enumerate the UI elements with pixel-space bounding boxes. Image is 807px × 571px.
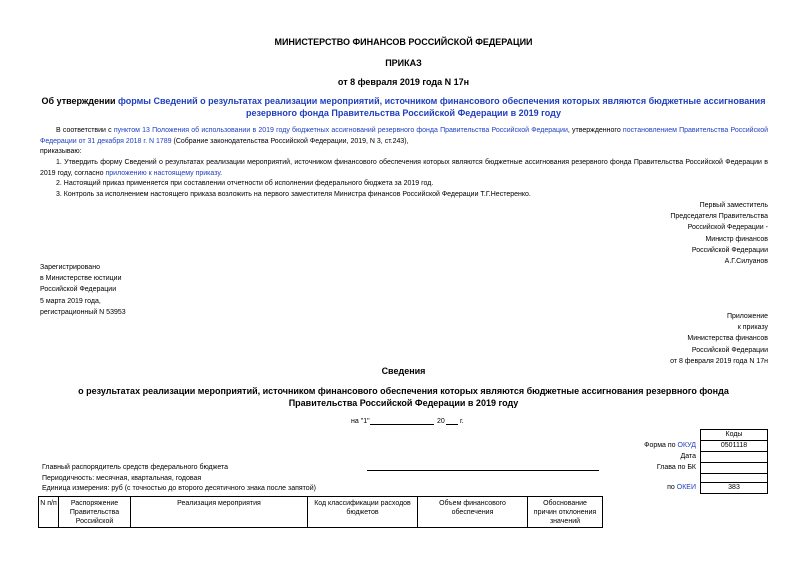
appendix-link[interactable]: приложению к настоящему приказу	[105, 170, 221, 177]
item-1-end: .	[220, 170, 223, 177]
header-line: Российской	[75, 518, 114, 525]
form-date-year-field[interactable]	[446, 424, 458, 425]
table-header-government-order	[58, 496, 131, 528]
resolution-link[interactable]: постановлением Правительства Российской Федерации от 31 декабря 2018 г. N 1789	[40, 127, 769, 145]
preamble-text-1: В соответствии с	[56, 127, 114, 134]
form-title: Сведения	[381, 366, 426, 376]
item-1	[40, 157, 768, 179]
signature-line: Российской Федерации	[691, 246, 768, 254]
order-title	[40, 95, 767, 119]
form-subtitle: о результатах реализации мероприятий, источником финансового обеспечения которых являются бюджетные ассигнования резервного фонда Правительства Российской Федерации в 2019 году	[78, 386, 729, 408]
appendix-line: Российской Федерации	[691, 346, 768, 354]
periodicity-label: Периодичность: месячная, квартальная, годовая	[42, 475, 202, 482]
item-1-text: 1. Утвердить форму Сведений о результатах реализации мероприятий, источником финансового обеспечения которых являются бюджетные ассигнования резервного фонда Правительства Российской Федерации в 2019 году, согласно	[40, 159, 768, 177]
appendix-line: к приказу	[737, 324, 768, 332]
registration-line: Российской Федерации	[40, 286, 117, 294]
table-header-deviation-reason	[527, 496, 603, 528]
okud-label	[644, 441, 696, 451]
header-line: Правительства	[69, 509, 120, 516]
registration-block	[40, 262, 126, 318]
unit-label: Единица измерения: руб (с точностью до второго десятичного знака после запятой)	[42, 485, 316, 492]
date-label: Дата	[680, 453, 696, 460]
order-title-prefix: Об утверждении	[41, 96, 119, 106]
order-word: приказываю:	[40, 148, 82, 155]
form-date-prefix: на "1"	[351, 418, 370, 425]
okud-value: 0501118	[700, 440, 768, 452]
header-line: причин отклонения	[533, 509, 597, 516]
okud-link[interactable]: ОКУД	[677, 442, 696, 449]
okei-value: 383	[700, 482, 768, 494]
table-header-number: N п/п	[38, 496, 59, 528]
appendix-block	[568, 311, 768, 367]
signature-line: А.Г.Силуанов	[724, 258, 768, 266]
table-header-financing-volume: Объем финансового обеспечения	[417, 496, 528, 528]
doc-type-heading: ПРИКАЗ	[385, 58, 422, 68]
table-header-classification-code	[307, 496, 418, 528]
appendix-line: Приложение	[726, 313, 768, 320]
codes-header: Коды	[700, 429, 768, 441]
preamble-text-3: (Собрание законодательства Российской Федерации, 2019, N 3, ст.243),	[171, 138, 409, 145]
signature-line: Председателя Правительства	[670, 213, 768, 221]
okei-label-text: по	[667, 484, 677, 491]
table-header-implementation: Реализация мероприятия	[130, 496, 308, 528]
okei-label	[667, 483, 696, 493]
bk-label: Глава по БК	[656, 464, 696, 471]
appendix-line: Министерства финансов	[687, 335, 768, 343]
order-date-number: от 8 февраля 2019 года N 17н	[337, 77, 470, 87]
preamble	[40, 125, 768, 147]
form-date-year-prefix: 20	[437, 418, 445, 425]
okud-label-text: Форма по	[644, 442, 678, 449]
registration-line: в Министерстве юстиции	[40, 275, 122, 283]
header-line: бюджетов	[346, 509, 379, 516]
item-2: 2. Настоящий приказ применяется при составлении отчетности об исполнении федерального бюджета за 2019 год.	[56, 180, 434, 187]
item-3: 3. Контроль за исполнением настоящего приказа возложить на первого заместителя Министра финансов Российской Федерации Т.Г.Нестеренко.	[56, 191, 531, 198]
form-date-day-field[interactable]	[370, 424, 434, 425]
registration-line: 5 марта 2019 года,	[40, 297, 101, 305]
order-title-link[interactable]: формы Сведений о результатах реализации мероприятий, источником финансового обеспечения которых являются бюджетные ассигнования резервного фонда Правительства Российской Федерации в 2019 году	[118, 96, 766, 118]
ministry-heading: МИНИСТЕРСТВО ФИНАНСОВ РОССИЙСКОЙ ФЕДЕРАЦИИ	[274, 37, 533, 47]
signature-line: Министр финансов	[705, 235, 768, 243]
registration-line: Зарегистрировано	[40, 264, 100, 271]
appendix-line: от 8 февраля 2019 года N 17н	[670, 357, 768, 365]
header-line: Обоснование	[543, 500, 587, 507]
main-admin-label: Главный распорядитель средств федерального бюджета	[42, 464, 229, 471]
signature-line: Российской Федерации -	[687, 224, 768, 232]
header-line: Код классификации расходов	[314, 500, 411, 507]
regulation-link[interactable]: пунктом 13 Положения об использовании в 2019 году бюджетных ассигнований резервного фонда Правительства Российской Федерации	[113, 127, 568, 134]
header-line: значений	[549, 518, 581, 525]
signature-line: Первый заместитель	[699, 202, 768, 209]
main-admin-field[interactable]	[367, 470, 599, 471]
form-date-suffix: г.	[460, 418, 464, 425]
signature-block	[568, 200, 768, 267]
registration-line: регистрационный N 53953	[40, 308, 126, 316]
preamble-text-2: , утвержденного	[567, 127, 623, 134]
okei-link[interactable]: ОКЕИ	[676, 484, 696, 491]
header-line: Распоряжение	[70, 500, 119, 507]
